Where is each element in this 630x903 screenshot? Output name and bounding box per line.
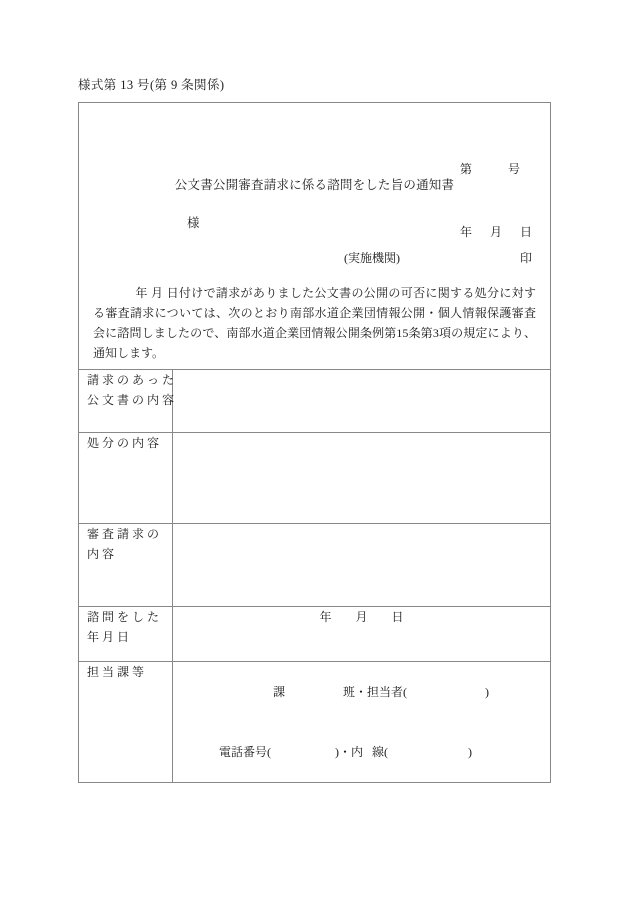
row-label-contact-section bbox=[79, 662, 173, 783]
body-line-3: に諮問しましたので、南部水道企業団情報公開条例第15条第3項の規定により、通知しま bbox=[93, 326, 536, 360]
table-row-contact-section bbox=[79, 662, 551, 783]
row-label-line-2: 公 文 書 の 内 容 bbox=[87, 393, 175, 407]
body-line-1: 年 月 日付けで請求がありました公文書の公開の可否に関する処分に bbox=[135, 286, 512, 300]
body-line-2: 対する審査請求については、次のとおり南部水道企業団情報公開・個人情報保護審査会 bbox=[93, 286, 536, 340]
body-line-4: す。 bbox=[141, 346, 165, 360]
section-label[interactable]: 課 bbox=[273, 685, 286, 699]
table-row-requested-document bbox=[79, 370, 551, 433]
issuing-agency-label: (実施機関) bbox=[343, 251, 400, 265]
row-label-line-1: 請 求 の あ っ た bbox=[87, 373, 175, 387]
row-label-line-2: 年 月 日 bbox=[87, 630, 130, 644]
table-row-consultation-date bbox=[79, 607, 551, 662]
addressee-honorific: 様 bbox=[187, 216, 200, 230]
issuer-block bbox=[79, 249, 532, 266]
form-number-heading: 様式第 13 号(第 9 条関係) bbox=[78, 78, 225, 92]
row-value-review-request-content[interactable] bbox=[173, 524, 551, 607]
row-value-disposition-content[interactable] bbox=[173, 433, 551, 524]
letterhead-cell bbox=[79, 103, 551, 370]
consultation-date-field[interactable]: 年 月 日 bbox=[319, 610, 404, 624]
row-label-line-1: 審 査 請 求 の bbox=[87, 527, 160, 541]
extension-close: ) bbox=[468, 745, 472, 759]
row-label-line-1: 諮 問 を し た bbox=[87, 610, 160, 624]
notification-form-table bbox=[78, 102, 551, 783]
row-label-disposition-content bbox=[79, 433, 173, 524]
extension-label[interactable]: )・内 線( bbox=[335, 745, 388, 759]
table-row-review-request-content bbox=[79, 524, 551, 607]
document-date-label: 年 月 日 bbox=[459, 225, 532, 239]
contact-phone-line bbox=[183, 722, 540, 782]
table-row-header bbox=[79, 103, 551, 370]
page-title: 公文書公開審査請求に係る諮問をした旨の通知書 bbox=[174, 178, 455, 192]
phone-number-label[interactable]: 電話番号( bbox=[219, 745, 271, 759]
document-number-label: 第 号 bbox=[459, 162, 520, 176]
body-paragraph bbox=[93, 283, 536, 363]
row-label-review-request-content bbox=[79, 524, 173, 607]
row-value-contact-section bbox=[173, 662, 551, 783]
row-label-line-1: 担 当 課 等 bbox=[87, 665, 145, 679]
row-label-line-1: 処 分 の 内 容 bbox=[87, 436, 160, 450]
row-value-consultation-date[interactable] bbox=[173, 607, 551, 662]
seal-icon: 印 bbox=[519, 251, 532, 265]
row-label-consultation-date bbox=[79, 607, 173, 662]
row-value-requested-document[interactable] bbox=[173, 370, 551, 433]
contact-section-line bbox=[183, 662, 540, 722]
row-label-line-2: 内 容 bbox=[87, 547, 115, 561]
person-in-charge-label[interactable]: 班・担当者( bbox=[343, 685, 408, 699]
person-in-charge-close: ) bbox=[485, 685, 490, 699]
row-label-requested-document bbox=[79, 370, 173, 433]
table-row-disposition-content bbox=[79, 433, 551, 524]
